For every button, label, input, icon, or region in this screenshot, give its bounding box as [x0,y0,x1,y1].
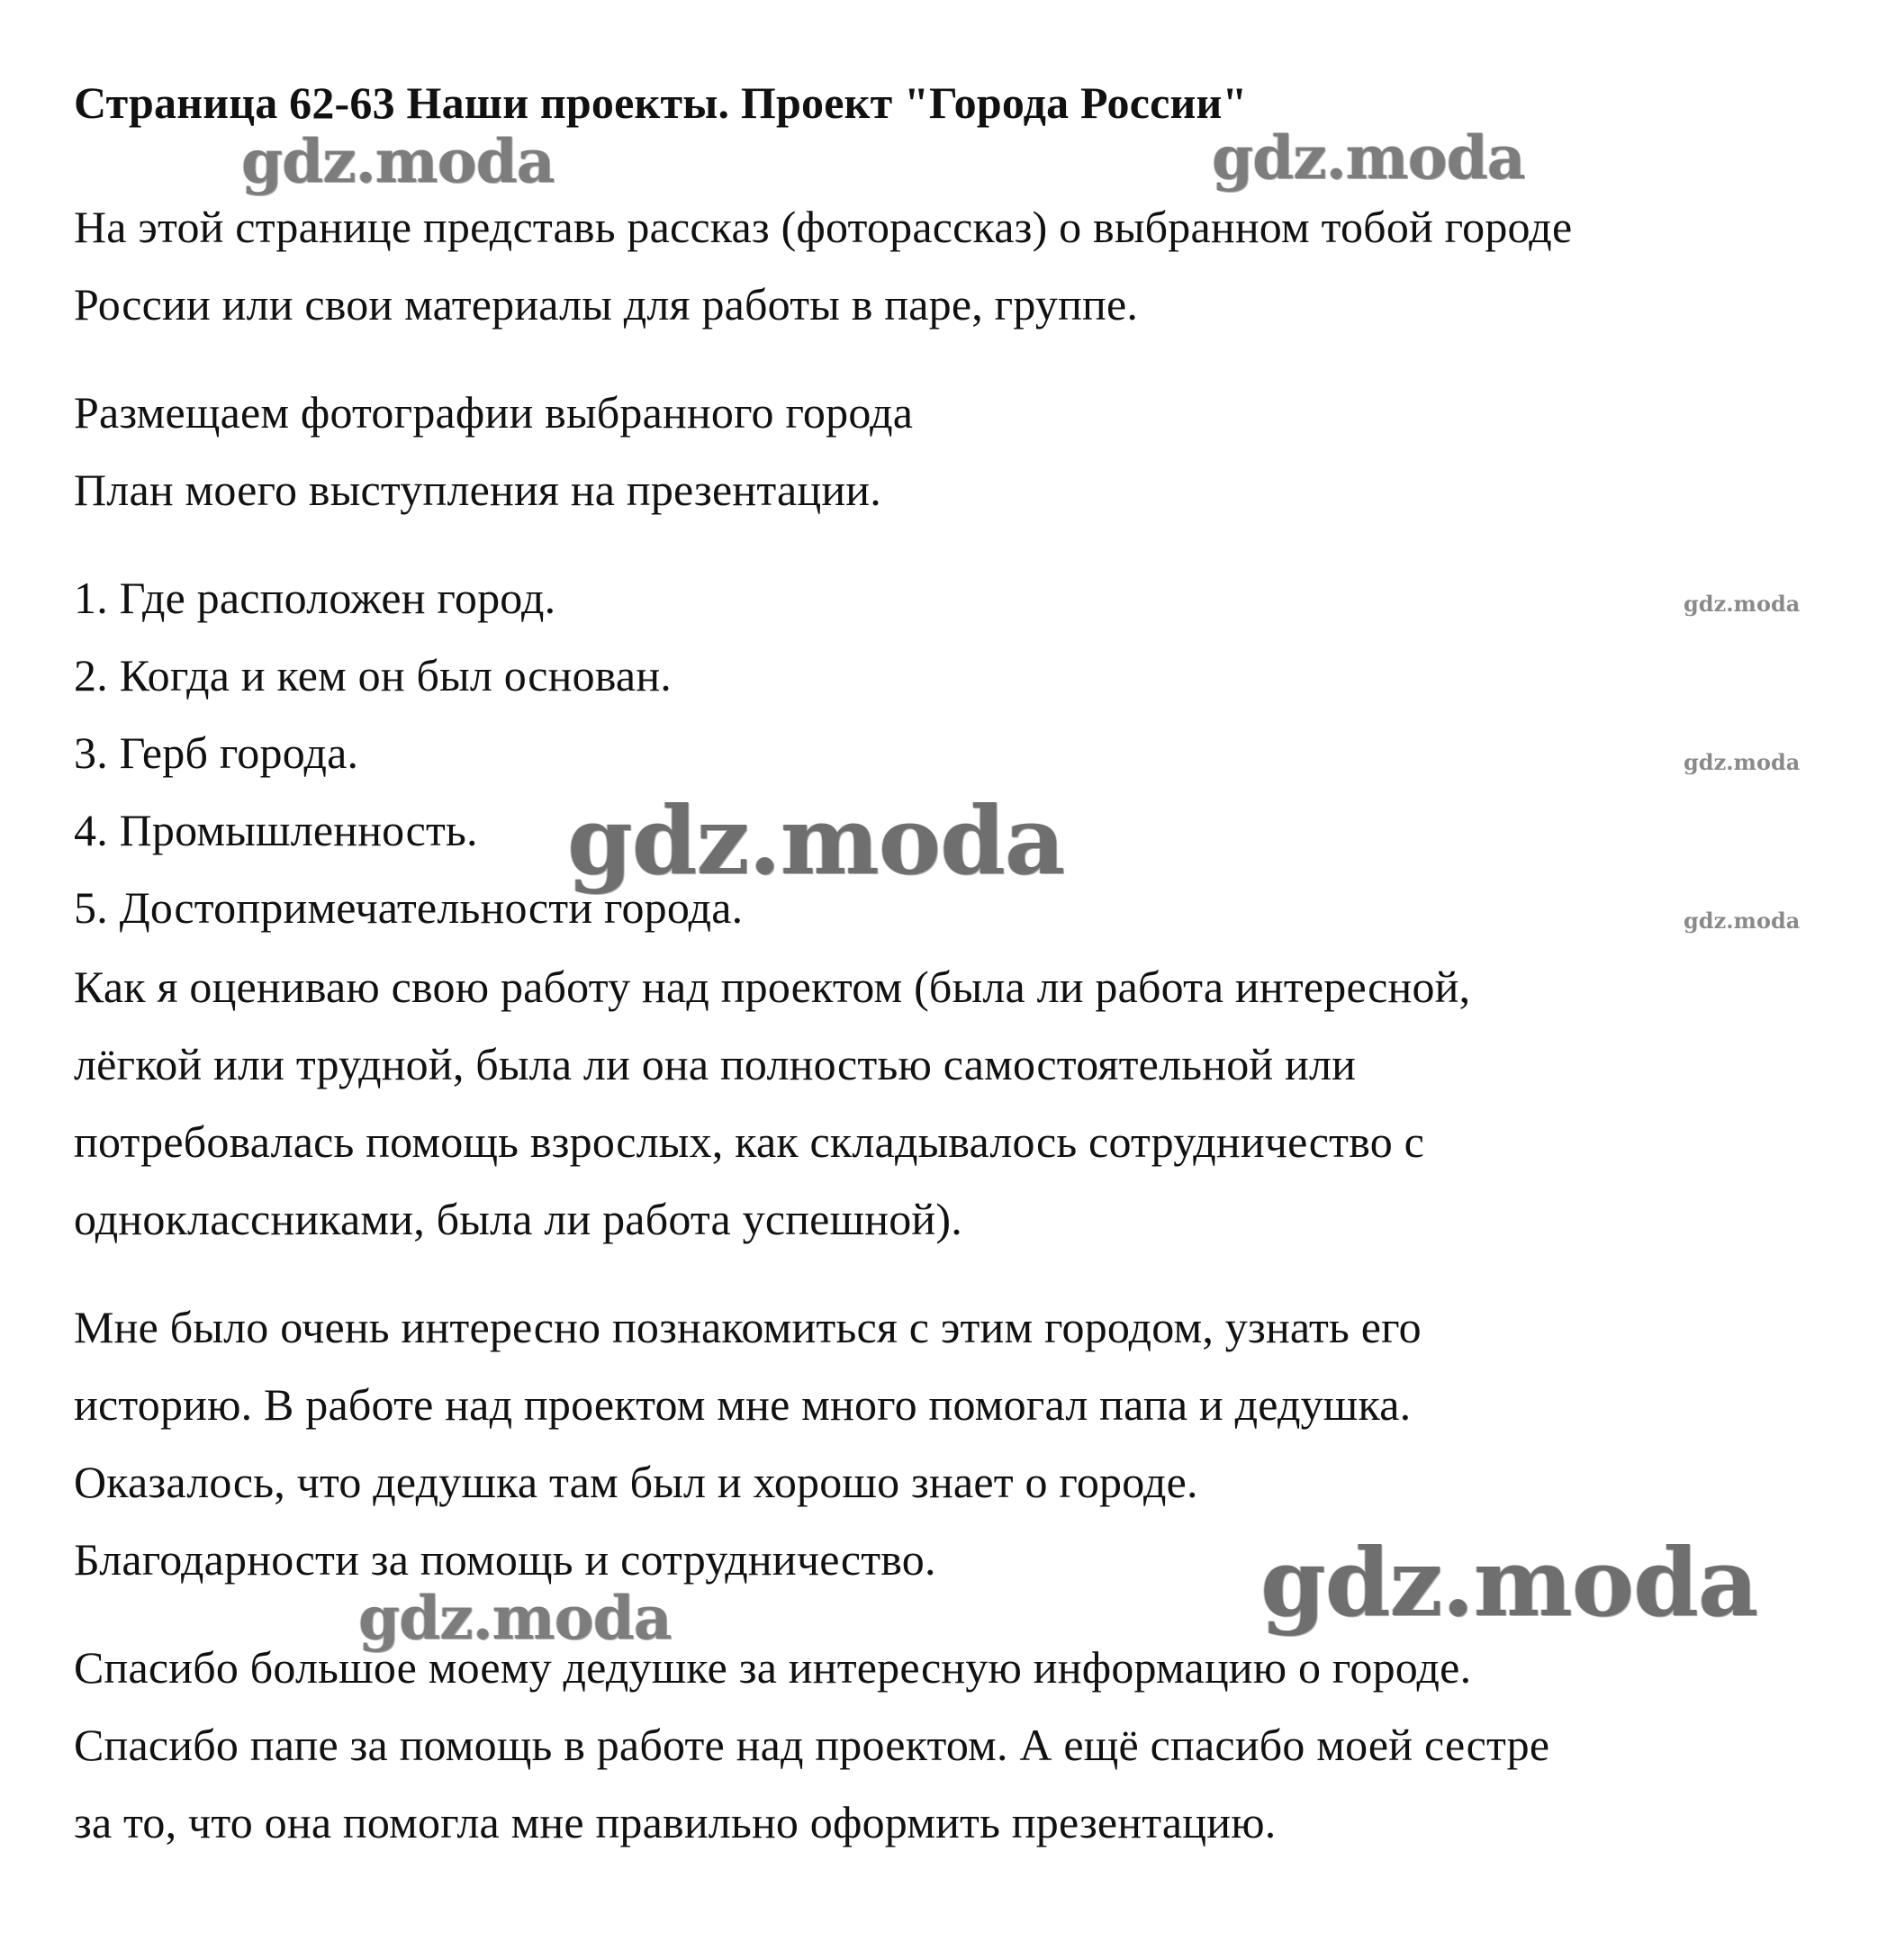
plan-heading: План моего выступления на презентации. [74,465,881,515]
evaluation-answer-line: Оказалось, что дедушка там был и хорошо знает о городе. [74,1457,1198,1507]
plan-item: 4. Промышленность. [74,805,478,855]
page-title: Страница 62-63 Наши проекты. Проект "Города России" [74,77,1248,128]
watermark: gdz.moda [1684,749,1801,775]
watermark: gdz.moda [1212,122,1525,193]
evaluation-prompt-line: Как я оцениваю свою работу над проектом (была ли работа интересной, [74,962,1471,1012]
intro-line: России или свои материалы для работы в паре, группе. [74,279,1139,330]
plan-item: 5. Достопримечательности города. [74,882,744,933]
thanks-line: Спасибо большое моему дедушке за интересную информацию о городе. [74,1642,1472,1693]
intro-line: На этой странице представь рассказ (фоторассказ) о выбранном тобой городе [74,202,1573,252]
plan-item: 1. Где расположен город. [74,573,556,623]
evaluation-prompt-line: потребовалась помощь взрослых, как складывалось сотрудничество с [74,1116,1424,1167]
plan-item: 3. Герб города. [74,727,359,778]
watermark: gdz.moda [241,126,555,196]
thanks-line: Спасибо папе за помощь в работе над проектом. А ещё спасибо моей сестре [74,1720,1550,1770]
watermark: gdz.moda [358,1583,672,1653]
evaluation-prompt-line: лёгкой или трудной, была ли она полностью самостоятельной или [74,1039,1357,1089]
watermark: gdz.moda [1684,591,1801,617]
evaluation-answer-line: историю. В работе над проектом мне много помогал папа и дедушка. [74,1379,1412,1430]
watermark: gdz.moda [567,785,1065,896]
watermark: gdz.moda [1260,1527,1758,1638]
evaluation-prompt-line: одноклассниками, была ли работа успешной). [74,1194,962,1244]
watermark: gdz.moda [1684,908,1801,934]
thanks-line: за то, что она помогла мне правильно оформить презентацию. [74,1797,1277,1847]
evaluation-answer-line: Мне было очень интересно познакомиться с этим городом, узнать его [74,1302,1422,1352]
thanks-heading: Благодарности за помощь и сотрудничество. [74,1534,936,1585]
photos-line: Размещаем фотографии выбранного города [74,387,914,438]
plan-item: 2. Когда и кем он был основан. [74,650,672,700]
